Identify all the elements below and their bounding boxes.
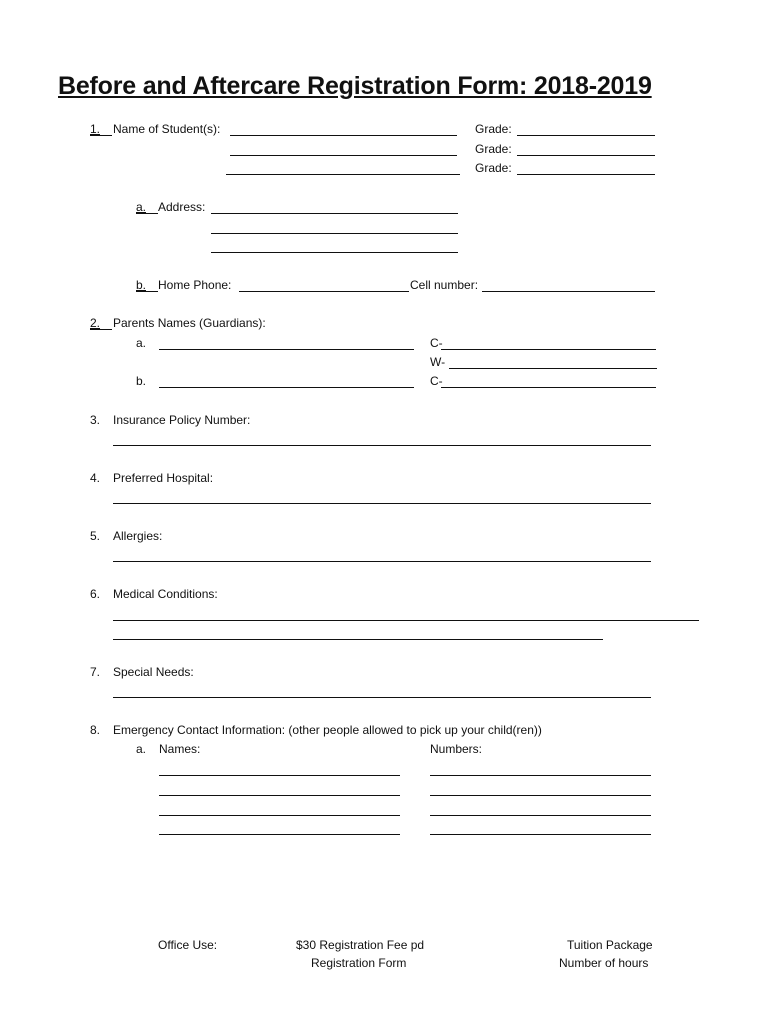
parent-a-name-field[interactable]	[159, 349, 414, 350]
number-of-hours-text: Number of hours	[559, 956, 649, 970]
q6-number: 6.	[90, 587, 101, 601]
home-phone-label: Home Phone:	[158, 278, 232, 292]
emergency-label: Emergency Contact Information: (other people allowed to pick up your child(ren))	[113, 723, 542, 737]
grade-label-2: Grade:	[475, 142, 512, 156]
q2-number: 2.	[90, 316, 101, 330]
parent-b-marker: b.	[136, 374, 147, 388]
parent-b-name-field[interactable]	[159, 387, 414, 388]
student-name-field-1[interactable]	[230, 135, 457, 136]
home-phone-field[interactable]	[239, 291, 409, 292]
grade-field-1[interactable]	[517, 135, 655, 136]
tuition-package-text: Tuition Package	[567, 938, 653, 952]
q8-number: 8.	[90, 723, 101, 737]
emergency-number-field-2[interactable]	[430, 795, 651, 796]
q2-number-underline	[90, 329, 112, 330]
q1b-number: b.	[136, 278, 147, 292]
grade-field-2[interactable]	[517, 155, 655, 156]
parent-a-work-label: W-	[430, 355, 446, 369]
parent-a-work-field[interactable]	[449, 368, 657, 369]
address-field-3[interactable]	[211, 252, 458, 253]
emergency-a-marker: a.	[136, 742, 147, 756]
address-label: Address:	[158, 200, 206, 214]
medical-field-2[interactable]	[113, 639, 603, 640]
insurance-field[interactable]	[113, 445, 651, 446]
q1b-number-underline	[136, 291, 158, 292]
emergency-name-field-2[interactable]	[159, 795, 400, 796]
student-name-field-3[interactable]	[226, 174, 460, 175]
address-field-2[interactable]	[211, 233, 458, 234]
cell-number-field[interactable]	[482, 291, 655, 292]
allergies-label: Allergies:	[113, 529, 163, 543]
emergency-number-field-3[interactable]	[430, 815, 651, 816]
special-needs-field[interactable]	[113, 697, 651, 698]
grade-label-1: Grade:	[475, 122, 512, 136]
q1a-number: a.	[136, 200, 147, 214]
q5-number: 5.	[90, 529, 101, 543]
emergency-number-field-4[interactable]	[430, 834, 651, 835]
q1-label: Name of Student(s):	[113, 122, 221, 136]
student-name-field-2[interactable]	[230, 155, 457, 156]
q1-number: 1.	[90, 122, 101, 136]
q4-number: 4.	[90, 471, 101, 485]
parent-a-cell-label: C-	[430, 336, 443, 350]
emergency-number-field-1[interactable]	[430, 775, 651, 776]
special-needs-label: Special Needs:	[113, 665, 194, 679]
parent-a-cell-field[interactable]	[441, 349, 656, 350]
numbers-label: Numbers:	[430, 742, 483, 756]
form-title: Before and Aftercare Registration Form: 2018-2019	[58, 72, 652, 100]
emergency-name-field-1[interactable]	[159, 775, 400, 776]
medical-field-1[interactable]	[113, 620, 699, 621]
registration-fee-text: $30 Registration Fee pd	[296, 938, 425, 952]
parent-b-cell-label: C-	[430, 374, 443, 388]
q7-number: 7.	[90, 665, 101, 679]
medical-label: Medical Conditions:	[113, 587, 218, 601]
office-use-label: Office Use:	[158, 938, 218, 952]
emergency-name-field-4[interactable]	[159, 834, 400, 835]
q3-number: 3.	[90, 413, 101, 427]
q1a-number-underline	[136, 213, 158, 214]
names-label: Names:	[159, 742, 201, 756]
hospital-label: Preferred Hospital:	[113, 471, 214, 485]
cell-number-label: Cell number:	[410, 278, 479, 292]
q1-number-underline	[90, 135, 112, 136]
grade-label-3: Grade:	[475, 161, 512, 175]
address-field-1[interactable]	[211, 213, 458, 214]
parent-b-cell-field[interactable]	[441, 387, 656, 388]
hospital-field[interactable]	[113, 503, 651, 504]
insurance-label: Insurance Policy Number:	[113, 413, 251, 427]
parents-label: Parents Names (Guardians):	[113, 316, 266, 330]
grade-field-3[interactable]	[517, 174, 655, 175]
registration-form-text: Registration Form	[311, 956, 407, 970]
allergies-field[interactable]	[113, 561, 651, 562]
emergency-name-field-3[interactable]	[159, 815, 400, 816]
parent-a-marker: a.	[136, 336, 147, 350]
